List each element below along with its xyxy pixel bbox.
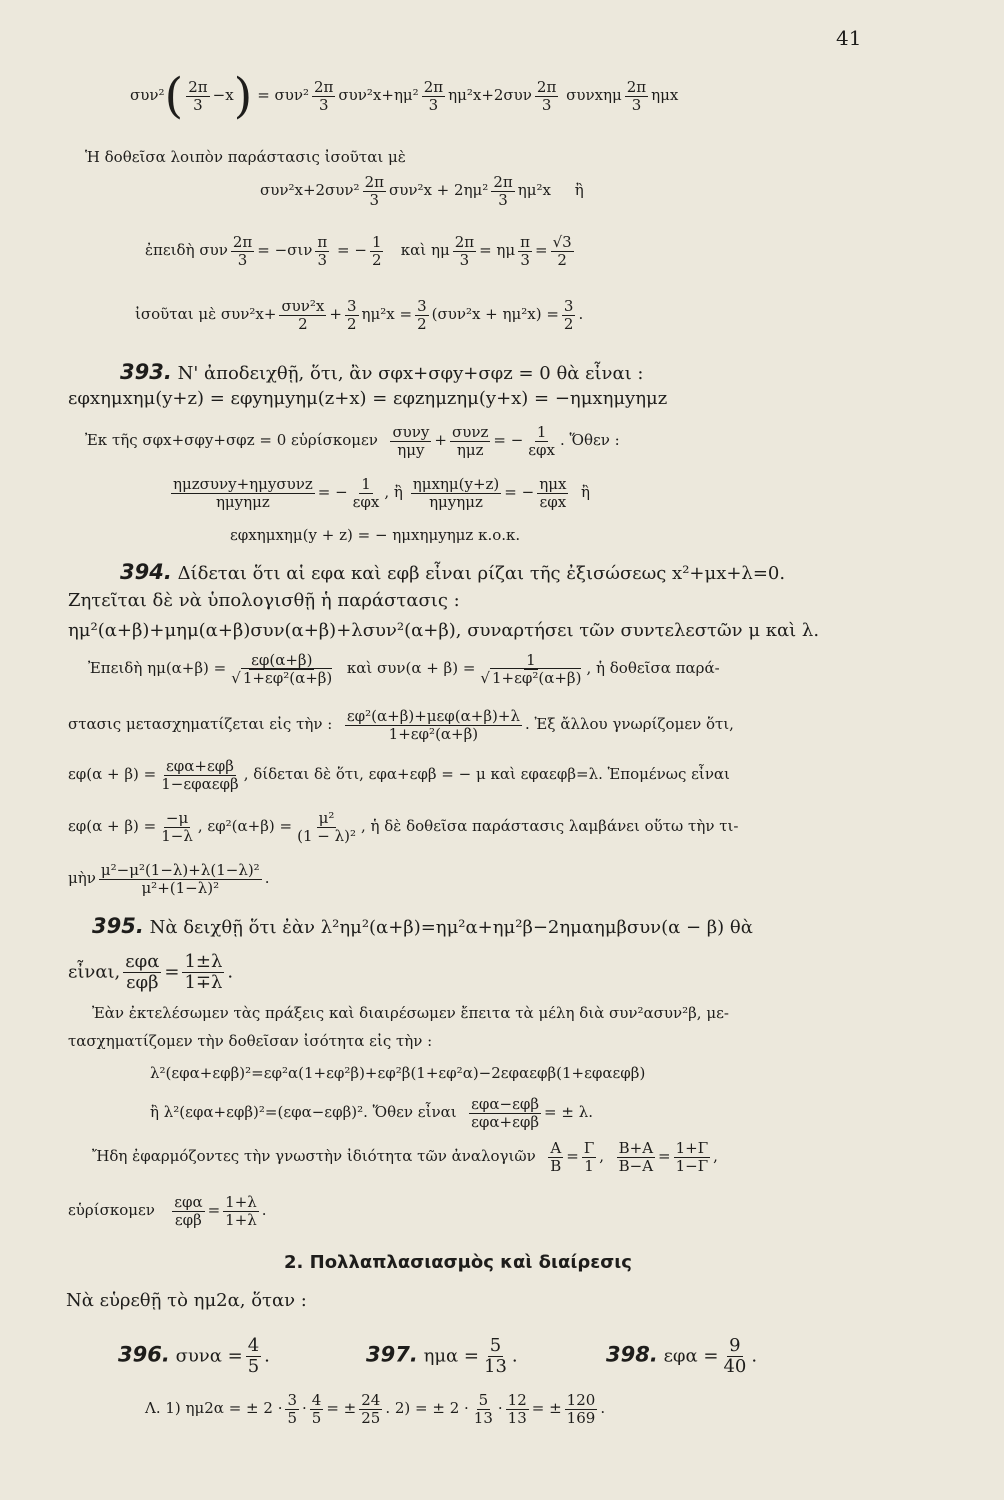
problem-number: 394.	[120, 560, 172, 584]
fraction: $\frac{3}{5}$	[287, 1391, 298, 1427]
page-number: 41	[836, 26, 862, 50]
problem-395-solution-line-3: λ²(εφα+εφβ)²=εφ²α(1+εφ²β)+εφ²β(1+εφ²α)−2εφαεφβ(1+εφαεφβ)	[150, 1064, 646, 1082]
eq-text: ημ²x+2συν	[448, 86, 532, 104]
problem-text: Νὰ δειχθῇ ὅτι ἐὰν λ²ημ²(α+β)=ημ²α+ημ²β−2ημαημβσυν(α − β) θὰ	[149, 917, 753, 938]
problem-number: 397.	[366, 1342, 418, 1367]
fraction: $\frac{2\pi}{3}$	[493, 173, 513, 209]
eq-text: = συν²	[257, 86, 310, 104]
problem-number: 396.	[118, 1342, 170, 1367]
problem-394-statement-2: Ζητεῖται δὲ νὰ ὑπολογισθῇ ἡ παράστασις :	[68, 590, 460, 611]
fraction: $\frac{\text{εφα}}{\text{εφβ}}$	[174, 1193, 203, 1229]
fraction: $\frac{\text{εφα}}{\text{εφβ}}$	[125, 951, 160, 993]
fraction: $\frac{1}{\text{εφx}}$	[528, 423, 555, 459]
equation-since-values: ἐπειδὴ συν $\frac{2\pi}{3}$ = −σιν $\frac{\pi}{3}$ = − $\frac{1}{2}$ καὶ ημ $\frac{2\pi}{3}$ = ημ $\frac{\pi}{3}$ = $\frac{√3}{2}$	[145, 233, 572, 269]
fraction: $\frac{\Gamma}{1}$	[583, 1139, 595, 1175]
fraction: $\frac{120}{169}$	[566, 1391, 596, 1427]
fraction: $\frac{9}{40}$	[723, 1335, 747, 1377]
problem-394-solution-line-4: εφ(α + β) = $\frac{-\mu}{1-\lambda}$ , εφ²(α+β) = $\frac{\text{μ²}}{\text{(1 − λ)²}}$ , ἡ δὲ δοθεῖσα παράστασις λαμβάνει οὕτω τὴν τι-	[68, 809, 739, 845]
problem-393-solution-line-3: εφxημxημ(y + z) = − ημxημyημz κ.ο.κ.	[230, 526, 521, 544]
fraction: $\frac{-\mu}{1-\lambda}$	[161, 809, 193, 845]
equation-given-expression: συν²x+2συν² $\frac{2\pi}{3}$ συν²x + 2ημ² $\frac{2\pi}{3}$ ημ²x ἢ	[260, 173, 584, 209]
problem-text: Ν' ἀποδειχθῇ, ὅτι, ἂν σφx+σφy+σφz = 0 θὰ εἶναι :	[177, 363, 644, 384]
fraction: $\frac{1}{2}$	[371, 233, 382, 269]
fraction: $\frac{3}{2}$	[346, 297, 357, 333]
fraction: $\frac{\text{εφα+εφβ}}{\text{1−εφαεφβ}}$	[161, 757, 239, 793]
fraction: $\frac{\text{εφ²(α+β)+μεφ(α+β)+λ}}{\text{1+εφ²(α+β)}}$	[346, 707, 520, 743]
eq-text: −x	[212, 86, 234, 104]
problem-number: 393.	[120, 360, 172, 384]
fraction: $\frac{A}{B}$	[550, 1139, 562, 1175]
problem-397: 397. ημα = $\frac{5}{13}$ .	[366, 1335, 518, 1377]
problem-number: 398.	[606, 1342, 658, 1367]
problem-395-solution-line-6: εὑρίσκομεν $\frac{\text{εφα}}{\text{εφβ}}$ = $\frac{1+\lambda}{1+\lambda}$ .	[68, 1193, 267, 1229]
left-paren: (	[164, 68, 184, 124]
fraction: $\frac{2\pi}{3}$	[626, 78, 647, 114]
fraction: $\frac{2\pi}{3}$	[536, 78, 557, 114]
fraction: $\frac{2\pi}{3}$	[423, 78, 444, 114]
problem-395-solution-line-4: ἢ λ²(εφα+εφβ)²=(εφα−εφβ)². Ὅθεν εἶναι $\frac{\text{εφα−εφβ}}{\text{εφα+εφβ}}$ = ± λ.	[150, 1095, 593, 1131]
intro-line: Ἡ δοθεῖσα λοιπὸν παράστασις ἰσοῦται μὲ	[85, 148, 406, 166]
problem-395-statement	[92, 916, 753, 937]
problem-395-solution-line-1: Ἐὰν ἐκτελέσωμεν τὰς πράξεις καὶ διαιρέσωμεν ἔπειτα τὰ μέλη διὰ συν²ασυν²β, με-	[92, 1004, 729, 1022]
fraction: $\frac{2\pi}{3}$	[188, 78, 208, 114]
fraction: $\frac{1}{\text{εφx}}$	[352, 475, 380, 511]
eq-text: συν²x+ημ²	[338, 86, 419, 104]
eq-text: συνxημ	[566, 86, 622, 104]
problem-394-statement	[120, 562, 785, 583]
problem-398: 398. εφα = $\frac{9}{40}$ .	[606, 1335, 758, 1377]
fraction: $\frac{\text{συν²x}}{2}$	[281, 297, 325, 333]
equation-equals-three-halves: ἰσοῦται μὲ συν²x+ $\frac{\text{συν²x}}{2}$ + $\frac{3}{2}$ ημ²x = $\frac{3}{2}$ (συν²x + ημ²x) = $\frac{3}{2}$ .	[135, 297, 584, 333]
fraction: $\frac{\text{εφα−εφβ}}{\text{εφα+εφβ}}$	[471, 1095, 540, 1131]
fraction: $\frac{\text{ημx}}{\text{εφx}}$	[539, 475, 567, 511]
fraction: $\frac{2\pi}{3}$	[232, 233, 253, 269]
fraction: $\frac{1+\Gamma}{1-\Gamma}$	[675, 1139, 709, 1175]
problem-394-solution-line-2: στασις μετασχηματίζεται εἰς τὴν : $\frac{\text{εφ²(α+β)+μεφ(α+β)+λ}}{\text{1+εφ²(α+β)}}$ . Ἐξ ἄλλου γνωρίζομεν ὅτι,	[68, 707, 734, 743]
equation-cos-squared-expansion	[130, 68, 679, 124]
fraction: $\frac{\text{μ²}}{\text{(1 − λ)²}}$	[297, 809, 356, 845]
fraction: $\frac{√3}{2}$	[552, 233, 572, 269]
section-heading: 2. Πολλαπλασιασμὸς καὶ διαίρεσις	[284, 1252, 632, 1273]
fraction: $\frac{1+\lambda}{1+\lambda}$	[225, 1193, 257, 1229]
fraction: $\frac{\text{ημxημ(y+z)}}{\text{ημyημz}}$	[412, 475, 500, 511]
problem-393-solution-line-2: $\frac{\text{ημzσυνy+ημyσυνz}}{\text{ημyημz}}$ = − $\frac{1}{\text{εφx}}$ , ἢ $\frac{\text{ημxημ(y+z)}}{\text{ημyημz}}$ = − $\frac{\text{ημx}}{\text{εφx}}$ ἢ	[173, 475, 590, 511]
fraction: $\frac{2\pi}{3}$	[314, 78, 334, 114]
fraction: $\frac{\text{μ²−μ²(1−λ)+λ(1−λ)²}}{\text{μ²+(1−λ)²}}$	[100, 861, 260, 897]
fraction: $\frac{\varepsilon\varphi(\alpha+\beta)}{\text{√ 1+εφ²(α+β)}}$	[231, 651, 333, 687]
problem-393-equality: εφxημxημ(y+z) = εφyημyημ(z+x) = εφzημzημ(y+x) = −ημxημyημz	[68, 388, 668, 409]
fraction: $\frac{\pi}{3}$	[317, 233, 328, 269]
problem-393-solution-line-1: Ἐκ τῆς σφx+σφy+σφz = 0 εὑρίσκομεν $\frac{\text{συνy}}{\text{ημy}}$ + $\frac{\text{συνz}}{\text{ημz}}$ = − $\frac{1}{\text{εφx}}$ . Ὅθεν :	[85, 423, 620, 459]
fraction: $\frac{2\pi}{3}$	[454, 233, 475, 269]
problem-394-solution-line-5: μὴν $\frac{\text{μ²−μ²(1−λ)+λ(1−λ)²}}{\text{μ²+(1−λ)²}}$ .	[68, 861, 270, 897]
fraction: $\frac{1\pm\lambda}{1\mp\lambda}$	[184, 951, 223, 993]
section-prompt: Νὰ εὑρεθῇ τὸ ημ2α, ὅταν :	[66, 1290, 307, 1311]
problem-number: 395.	[92, 914, 144, 938]
eq-text: συν²	[130, 86, 165, 104]
problem-395-claim: εἶναι, $\frac{\text{εφα}}{\text{εφβ}}$ = $\frac{1\pm\lambda}{1\mp\lambda}$ .	[68, 951, 234, 993]
right-paren: )	[233, 68, 253, 124]
answer-line: Λ. 1) ημ2α = ± 2 · $\frac{3}{5}$ · $\frac{4}{5}$ = ± $\frac{24}{25}$ . 2) = ± 2 · $\frac{5}{13}$ · $\frac{12}{13}$ = ± $\frac{120}{169}$ .	[145, 1391, 606, 1427]
problem-394-expression: ημ²(α+β)+μημ(α+β)συν(α+β)+λσυν²(α+β), συναρτήσει τῶν συντελεστῶν μ καὶ λ.	[68, 620, 820, 641]
fraction: $\frac{2\pi}{3}$	[364, 173, 384, 209]
fraction: $\frac{\text{συνz}}{\text{ημz}}$	[451, 423, 489, 459]
problem-396: 396. συνα = $\frac{4}{5}$ .	[118, 1335, 270, 1377]
eq-text: ημx	[651, 86, 679, 104]
fraction: $\frac{5}{13}$	[473, 1391, 493, 1427]
fraction: $\frac{1}{\text{√ 1+εφ²(α+β)}}$	[480, 651, 582, 687]
fraction: $\frac{24}{25}$	[361, 1391, 381, 1427]
fraction: $\frac{3}{2}$	[563, 297, 574, 333]
fraction: $\frac{\pi}{3}$	[520, 233, 531, 269]
problem-text: Δίδεται ὅτι αἱ εφα καὶ εφβ εἶναι ρίζαι τῆς ἐξισώσεως x²+μx+λ=0.	[177, 563, 786, 584]
problem-395-solution-line-2: τασχηματίζομεν τὴν δοθεῖσαν ἰσότητα εἰς τὴν :	[68, 1032, 433, 1050]
fraction: $\frac{3}{2}$	[417, 297, 427, 333]
fraction: $\frac{5}{13}$	[484, 1335, 507, 1377]
fraction: $\frac{4}{5}$	[311, 1391, 322, 1427]
fraction: $\frac{4}{5}$	[247, 1335, 260, 1377]
fraction: $\frac{\text{ημzσυνy+ημyσυνz}}{\text{ημyημz}}$	[173, 475, 313, 511]
fraction: $\frac{B+A}{B-A}$	[618, 1139, 654, 1175]
problem-395-solution-line-5: Ἤδη ἐφαρμόζοντες τὴν γνωστὴν ἰδιότητα τῶν ἀναλογιῶν $\frac{A}{B}$ = $\frac{\Gamma}{1}$ , $\frac{B+A}{B-A}$ = $\frac{1+\Gamma}{1-\Gamma}$ ,	[92, 1139, 718, 1175]
fraction: $\frac{\text{συνy}}{\text{ημy}}$	[392, 423, 430, 459]
problem-394-solution-line-1: Ἐπειδὴ ημ(α+β) = $\frac{\varepsilon\varphi(\alpha+\beta)}{\text{√ 1+εφ²(α+β)}}$ καὶ συν(α + β) = $\frac{1}{\text{√ 1+εφ²(α+β)}}$ , ἡ δοθεῖσα παρά-	[88, 651, 720, 687]
problem-393-statement	[120, 362, 644, 383]
fraction: $\frac{12}{13}$	[507, 1391, 527, 1427]
problem-394-solution-line-3: εφ(α + β) = $\frac{\text{εφα+εφβ}}{\text{1−εφαεφβ}}$ , δίδεται δὲ ὅτι, εφα+εφβ = − μ καὶ εφαεφβ=λ. Ἑπομένως εἶναι	[68, 757, 730, 793]
